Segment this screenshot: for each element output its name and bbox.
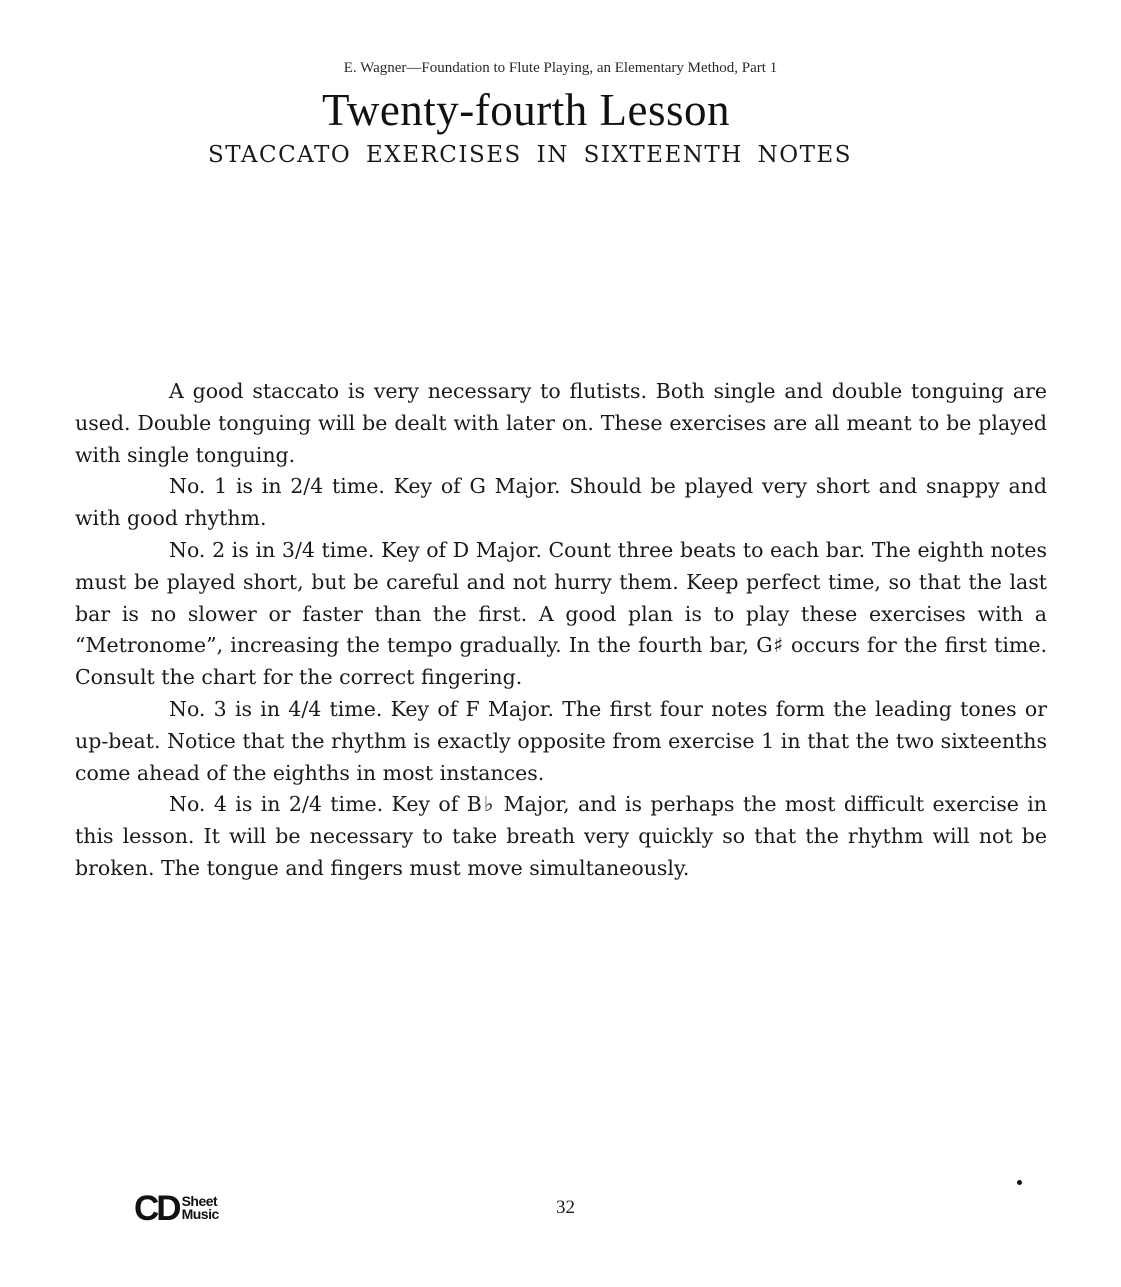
logo-line-1: Sheet	[181, 1193, 218, 1209]
paragraph-exercise-4: No. 4 is in 2/4 time. Key of B♭ Major, and is perhaps the most difficult exercise in this lesson. It will be necessary to take breath very quickly so that the rhythm will not be broken. The tongue and fingers must move simultaneously.	[75, 792, 1047, 880]
lesson-body	[75, 376, 1047, 885]
lesson-subtitle: STACCATO EXERCISES IN SIXTEENTH NOTES	[208, 142, 852, 168]
page-number: 32	[556, 1197, 575, 1218]
logo-line-2: Music	[181, 1206, 219, 1222]
paragraph-exercise-1: No. 1 is in 2/4 time. Key of G Major. Should be played very short and snappy and with good rhythm.	[75, 474, 1047, 531]
running-header: E. Wagner—Foundation to Flute Playing, an Elementary Method, Part 1	[343, 60, 778, 76]
paragraph-exercise-3: No. 3 is in 4/4 time. Key of F Major. The first four notes form the leading tones or up-beat. Notice that the rhythm is exactly opposite from exercise 1 in that the two sixteenths come ahead of the eighths in most instances.	[75, 696, 1047, 785]
lesson-title: Twenty-fourth Lesson	[321, 85, 730, 135]
paragraph-intro: A good staccato is very necessary to flutists. Both single and double tonguing are used. Double tonguing will be dealt with later on. These exercises are all meant to be played with single tonguing.	[75, 379, 1047, 467]
paragraph-exercise-2: No. 2 is in 3/4 time. Key of D Major. Count three beats to each bar. The eighth notes must be played short, but be careful and not hurry them. Keep perfect time, so that the last bar is no slower or faster than the first. A good plan is to play these exercises with a “Metronome”, increasing the tempo gradually. In the fourth bar, G♯ occurs for the first time. Consult the chart for the correct fingering.	[75, 537, 1047, 690]
print-speck	[1017, 1180, 1022, 1185]
logo-mark: CD	[134, 1188, 179, 1228]
